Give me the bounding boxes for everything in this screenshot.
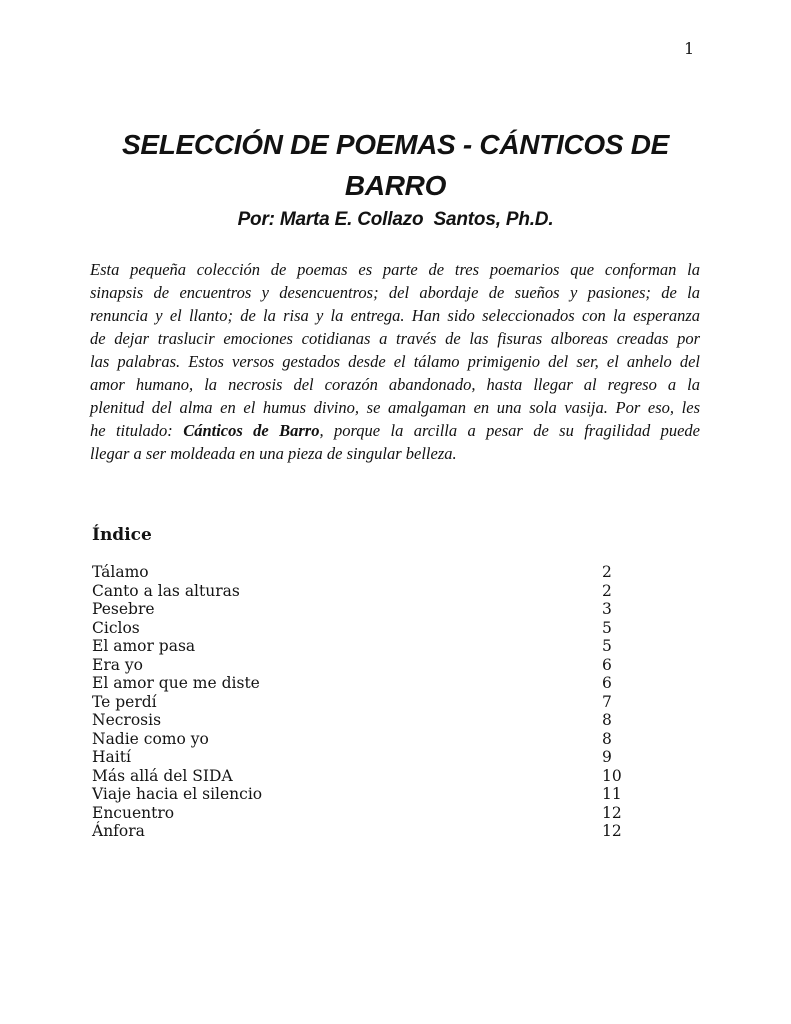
intro-line-8-post: , porque la arcilla a pesar de su fragilidad puede: [319, 421, 700, 440]
index-item-title: Viaje hacia el silencio: [92, 785, 263, 803]
document-title: [0, 124, 791, 206]
index-row: [92, 711, 637, 730]
index-item-page: 2: [602, 563, 612, 581]
index-item-title: Haití: [92, 748, 131, 766]
index-row: [92, 767, 637, 786]
index-item-page: 3: [602, 600, 612, 618]
index-row: [92, 619, 637, 638]
index-section: [92, 524, 637, 841]
index-item-title: Canto a las alturas: [92, 581, 240, 600]
index-row: [92, 693, 637, 712]
index-item-title: Más allá del SIDA: [92, 766, 233, 785]
index-item-title: Tálamo: [92, 563, 149, 581]
index-item-title: El amor pasa: [92, 637, 196, 655]
intro-line-2: sinapsis de encuentros y desencuentros; del abordaje de sueños y pasiones; de la: [90, 283, 700, 302]
title-block: [0, 124, 791, 233]
index-item-title: Ciclos: [92, 618, 140, 637]
index-item-page: 5: [602, 637, 612, 655]
intro-line-1: Esta pequeña colección de poemas es parte de tres poemarios que conforman la: [90, 260, 700, 279]
index-item-title: Necrosis: [92, 711, 162, 729]
intro-line-9: llegar a ser moldeada en una pieza de singular belleza.: [90, 444, 457, 463]
page-number: 1: [684, 39, 695, 58]
index-item-page: 7: [602, 692, 612, 711]
index-row: [92, 785, 637, 804]
index-item-page: 5: [602, 618, 612, 637]
intro-line-6: amor humano, la necrosis del corazón abandonado, hasta llegar al regreso a la: [90, 375, 700, 394]
index-list: [92, 563, 637, 841]
index-item-page: 9: [602, 748, 612, 766]
index-row: [92, 730, 637, 749]
index-item-page: 8: [602, 729, 612, 748]
intro-line-8: [90, 419, 700, 442]
index-row: [92, 656, 637, 675]
intro-line-4: de dejar traslucir emociones cotidianas a través de las fisuras alboreas creadas por: [90, 329, 700, 348]
index-item-title: Te perdí: [92, 692, 157, 711]
index-item-page: 12: [602, 822, 622, 840]
index-row: [92, 600, 637, 619]
intro-paragraph: [90, 258, 700, 465]
index-row: [92, 822, 637, 841]
index-item-page: 11: [602, 785, 622, 803]
index-heading: Índice: [92, 525, 152, 545]
index-item-page: 2: [602, 581, 612, 600]
index-row: [92, 674, 637, 693]
index-row: [92, 563, 637, 582]
index-item-page: 10: [602, 766, 622, 785]
byline: Por: Marta E. Collazo Santos, Ph.D.: [237, 209, 554, 230]
index-item-title: El amor que me diste: [92, 674, 260, 692]
index-item-title: Nadie como yo: [92, 729, 209, 748]
index-item-title: Pesebre: [92, 600, 155, 618]
intro-line-7: plenitud del alma en el humus divino, se amalgaman en una sola vasija. Por eso, les: [90, 398, 700, 417]
title-line-2: BARRO: [344, 170, 447, 201]
intro-line-3: renuncia y el llanto; de la risa y la entrega. Han sido seleccionados con la esperanza: [90, 306, 700, 325]
index-row: [92, 748, 637, 767]
index-item-title: Encuentro: [92, 803, 175, 822]
intro-line-8-pre: he titulado:: [90, 421, 184, 440]
index-item-page: 8: [602, 711, 612, 729]
index-row: [92, 804, 637, 823]
index-item-title: Ánfora: [92, 822, 145, 840]
intro-line-5: las palabras. Estos versos gestados desde el tálamo primigenio del ser, el anhelo del: [90, 352, 700, 371]
index-item-page: 12: [602, 803, 622, 822]
index-item-page: 6: [602, 674, 612, 692]
index-item-title: Era yo: [92, 655, 143, 674]
title-line-1: SELECCIÓN DE POEMAS - CÁNTICOS DE: [121, 129, 670, 160]
index-item-page: 6: [602, 655, 612, 674]
book-title-emphasis: Cánticos de Barro: [183, 421, 320, 440]
index-row: [92, 637, 637, 656]
index-row: [92, 582, 637, 601]
